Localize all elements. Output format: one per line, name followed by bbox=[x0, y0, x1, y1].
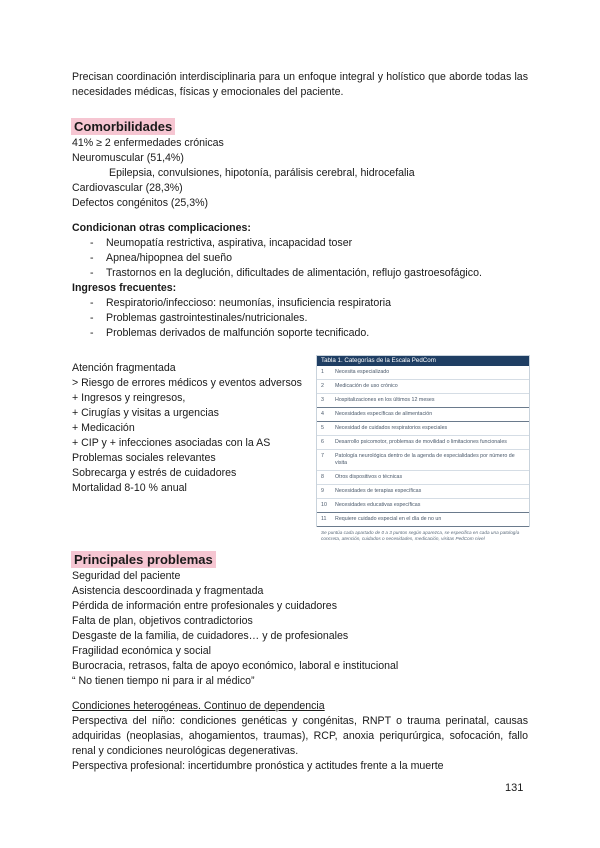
complication-item: - Apnea/hipopnea del sueño bbox=[72, 251, 528, 266]
pedcom-table-footnote: Se puntúa cada apartado de 0 a 3 puntos según aparezca, se especifica en cada una patología concreta, atención, cuidados o necesidades, medicación, visitas PedCom nivel bbox=[321, 530, 520, 541]
conditions-section bbox=[72, 699, 528, 774]
problem-line: “ No tienen tiempo ni para ir al médico” bbox=[72, 675, 255, 687]
intro-paragraph: Precisan coordinación interdisciplinaria para un enfoque integral y holístico que aborde todas las necesidades médicas, físicas y emocionales del paciente. bbox=[72, 71, 528, 98]
professional-perspective: Perspectiva profesional: incertidumbre pronóstica y actitudes frente a la muerte bbox=[72, 760, 444, 772]
table-row: 8 Otros dispositivos o técnicas bbox=[317, 471, 529, 485]
problems-heading: Principales problemas bbox=[71, 551, 216, 568]
problem-line: Desgaste de la familia, de cuidadores… y de profesionales bbox=[72, 630, 349, 642]
care-line: + Cirugías y visitas a urgencias bbox=[72, 407, 219, 419]
complication-item: - Trastornos en la deglución, dificultades de alimentación, reflujo gastroesofágico. bbox=[72, 266, 528, 281]
care-line: + Medicación bbox=[72, 422, 135, 434]
care-line: > Riesgo de errores médicos y eventos adversos bbox=[72, 377, 302, 389]
admission-item: - Respiratorio/infeccioso: neumonías, insuficiencia respiratoria bbox=[72, 296, 528, 311]
table-row: 6 Desarrollo psicomotor, problemas de movilidad o limitaciones funcionales bbox=[317, 436, 529, 450]
document-page bbox=[72, 70, 528, 774]
complications-heading: Condicionan otras complicaciones: bbox=[72, 222, 251, 234]
care-line: Atención fragmentada bbox=[72, 362, 176, 374]
table-row: 7 Patología neurológica dentro de la agenda de especialidades por número de visita bbox=[317, 450, 529, 471]
admission-item: - Problemas gastrointestinales/nutricionales. bbox=[72, 311, 528, 326]
admission-item: - Problemas derivados de malfunción soporte tecnificado. bbox=[72, 326, 528, 341]
table-row: 4 Necesidades específicas de alimentación bbox=[317, 408, 529, 422]
problem-line: Fragilidad económica y social bbox=[72, 645, 211, 657]
comorbidity-line: Cardiovascular (28,3%) bbox=[72, 182, 183, 194]
care-line: Problemas sociales relevantes bbox=[72, 452, 216, 464]
pedcom-table bbox=[316, 355, 530, 541]
table-row: 5 Necesidad de cuidados respiratorios especiales bbox=[317, 422, 529, 436]
problem-line: Asistencia descoordinada y fragmentada bbox=[72, 585, 264, 597]
table-row: 3 Hospitalizaciones en los últimos 12 meses bbox=[317, 394, 529, 408]
comorbidity-line: 41% ≥ 2 enfermedades crónicas bbox=[72, 137, 224, 149]
comorbidities-section bbox=[72, 118, 528, 211]
pedcom-table-title: Tabla 1. Categorías de la Escala PedCom bbox=[317, 356, 529, 366]
table-row: 1 Necesita especializado bbox=[317, 366, 529, 380]
problems-section bbox=[72, 551, 528, 689]
child-perspective: Perspectiva del niño: condiciones genéticas y congénitas, RNPT o trauma perinatal, causas adquiridas (neoplasias, ahogamientos, traumas), RCP, anoxia periqurúrgica, sofocación, fallo renal y condiciones neurológicas degenerativas. bbox=[72, 715, 528, 757]
comorbidity-line: Epilepsia, convulsiones, hipotonía, parálisis cerebral, hidrocefalia bbox=[109, 167, 415, 179]
comorbidity-line: Defectos congénitos (25,3%) bbox=[72, 197, 209, 209]
problem-line: Pérdida de información entre profesionales y cuidadores bbox=[72, 600, 337, 612]
admissions-heading: Ingresos frecuentes: bbox=[72, 282, 177, 294]
table-row: 10 Necesidades educativas específicas bbox=[317, 499, 529, 513]
care-line: Sobrecarga y estrés de cuidadores bbox=[72, 467, 237, 479]
care-line: + Ingresos y reingresos, bbox=[72, 392, 186, 404]
table-row: 9 Necesidades de terapias específicas bbox=[317, 485, 529, 499]
care-consequences bbox=[72, 361, 305, 496]
comorbidity-line: Neuromuscular (51,4%) bbox=[72, 152, 184, 164]
care-and-table bbox=[72, 357, 528, 551]
problem-line: Burocracia, retrasos, falta de apoyo económico, laboral e institucional bbox=[72, 660, 399, 672]
table-row: 2 Medicación de uso crónico bbox=[317, 380, 529, 394]
comorbidities-heading: Comorbilidades bbox=[71, 118, 175, 135]
problem-line: Falta de plan, objetivos contradictorios bbox=[72, 615, 253, 627]
complications-section bbox=[72, 221, 528, 341]
table-row: 11 Requiere cuidado especial en el día de no un bbox=[317, 513, 529, 527]
problem-line: Seguridad del paciente bbox=[72, 570, 181, 582]
care-line: + CIP y + infecciones asociadas con la AS bbox=[72, 437, 271, 449]
conditions-heading: Condiciones heterogéneas. Continuo de dependencia bbox=[72, 700, 325, 712]
care-line: Mortalidad 8-10 % anual bbox=[72, 482, 187, 494]
complication-item: - Neumopatía restrictiva, aspirativa, incapacidad toser bbox=[72, 236, 528, 251]
page-number: 131 bbox=[505, 782, 524, 794]
